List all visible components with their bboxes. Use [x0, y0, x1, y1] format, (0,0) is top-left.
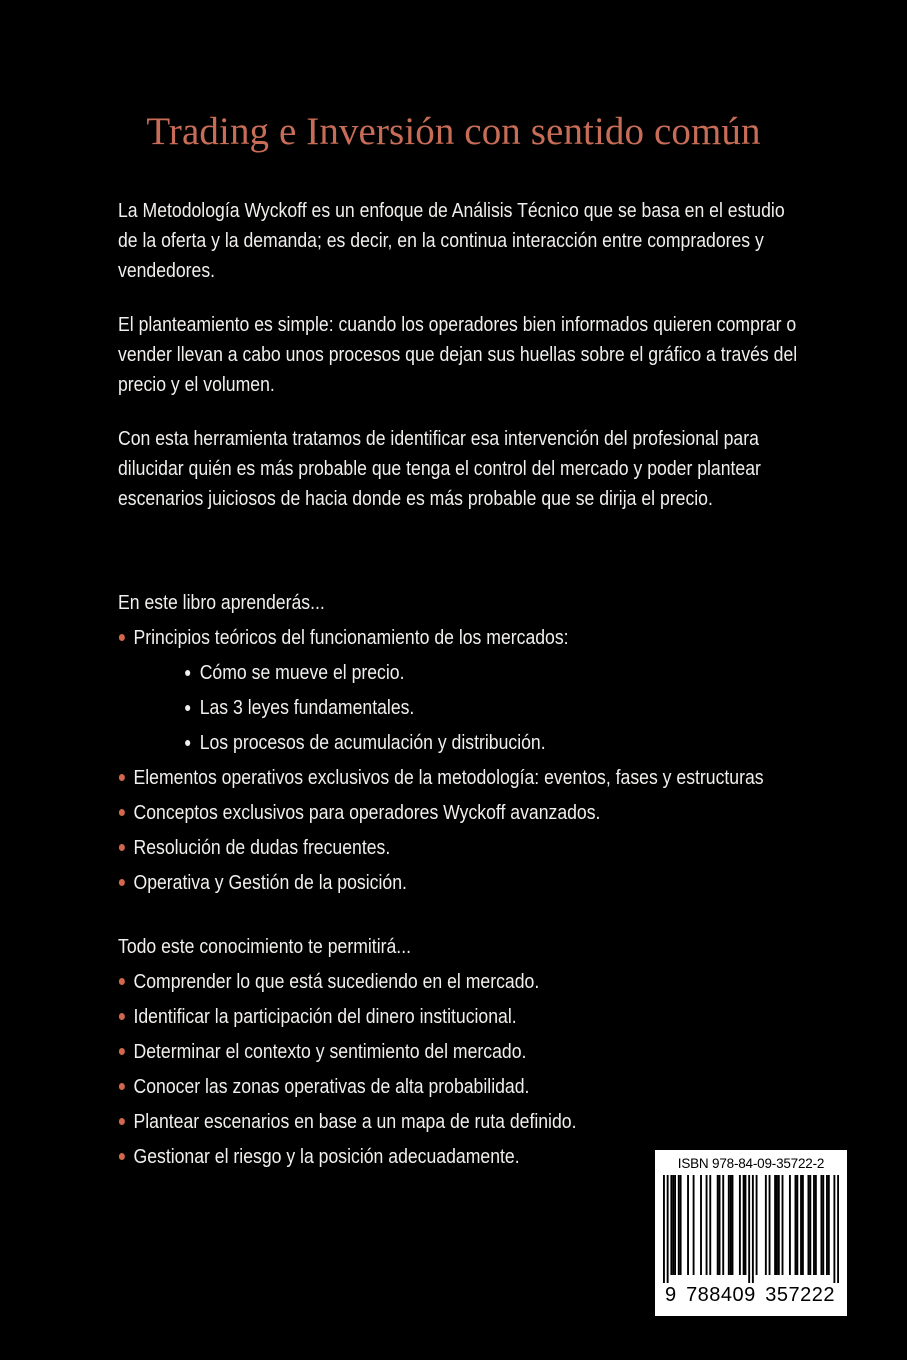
bullet-dot-icon	[119, 774, 125, 781]
sub-bullet-dot-icon	[185, 740, 190, 746]
list-item-label: Las 3 leyes fundamentales.	[199, 696, 415, 719]
enable-section-lead: Todo este conocimiento te permitirá...	[118, 935, 412, 958]
barcode-digits	[663, 1284, 839, 1306]
sub-bullet-dot-icon	[185, 670, 190, 676]
page-title: Trading e Inversión con sentido común	[146, 110, 761, 153]
list-item-label: Identificar la participación del dinero institucional.	[133, 1005, 517, 1028]
learn-bullet-list-continued	[118, 760, 797, 900]
paragraph-3: Con esta herramienta tratamos de identificar esa intervención del profesional para dilucidar quién es más probable que tenga el control del mercado y poder plantear escenarios juiciosos de hacia donde es más probable que se dirija el precio.	[118, 427, 761, 510]
learn-bullet-list	[118, 620, 797, 655]
list-item	[185, 725, 797, 760]
bullet-dot-icon	[119, 978, 125, 985]
sub-bullet-dot-icon	[185, 705, 190, 711]
enable-bullet-list	[118, 964, 797, 1174]
list-item-label: Conceptos exclusivos para operadores Wyckoff avanzados.	[133, 801, 601, 824]
list-item	[118, 1034, 797, 1069]
paragraph-1: La Metodología Wyckoff es un enfoque de Análisis Técnico que se basa en el estudio de la oferta y la demanda; es decir, en la continua interacción entre compradores y vendedores.	[118, 199, 785, 282]
bullet-dot-icon	[119, 844, 125, 851]
list-item-label: Los procesos de acumulación y distribución.	[199, 731, 546, 754]
enable-section	[118, 932, 797, 1174]
list-item	[185, 690, 797, 725]
list-item	[118, 1069, 797, 1104]
list-item-label: Resolución de dudas frecuentes.	[133, 836, 391, 859]
barcode-digit-group-2: 357222	[765, 1284, 835, 1306]
list-item	[118, 999, 797, 1034]
list-item-label: Determinar el contexto y sentimiento del mercado.	[133, 1040, 527, 1063]
bullet-dot-icon	[119, 1118, 125, 1125]
description-copy	[118, 196, 798, 514]
list-item-label: Conocer las zonas operativas de alta probabilidad.	[133, 1075, 530, 1098]
list-item-label: Cómo se mueve el precio.	[199, 661, 405, 684]
isbn-barcode	[655, 1150, 847, 1316]
list-item-label: Elementos operativos exclusivos de la metodología: eventos, fases y estructuras	[133, 766, 764, 789]
learn-section	[118, 588, 797, 900]
list-item	[118, 1104, 797, 1139]
learn-section-lead: En este libro aprenderás...	[118, 591, 325, 614]
bullet-dot-icon	[119, 809, 125, 816]
barcode-bars-icon	[663, 1175, 839, 1283]
list-item-label: Principios teóricos del funcionamiento de los mercados:	[133, 626, 569, 649]
list-item	[185, 655, 797, 690]
list-item-label: Operativa y Gestión de la posición.	[133, 871, 407, 894]
list-item	[118, 830, 797, 865]
list-item-label: Gestionar el riesgo y la posición adecuadamente.	[133, 1145, 520, 1168]
isbn-label: ISBN 978-84-09-35722-2	[677, 1156, 825, 1171]
bullet-dot-icon	[119, 1013, 125, 1020]
list-item	[118, 760, 797, 795]
bullet-dot-icon	[119, 1083, 125, 1090]
bullet-dot-icon	[119, 1153, 125, 1160]
list-item	[118, 795, 797, 830]
list-item-label: Comprender lo que está sucediendo en el mercado.	[133, 970, 540, 993]
list-item	[118, 865, 797, 900]
list-item	[118, 964, 797, 999]
paragraph-2: El planteamiento es simple: cuando los operadores bien informados quieren comprar o vender llevan a cabo unos procesos que dejan sus huellas sobre el gráfico a través del precio y el volumen.	[118, 313, 798, 396]
bullet-dot-icon	[119, 879, 125, 886]
list-item	[118, 620, 797, 655]
list-item-label: Plantear escenarios en base a un mapa de ruta definido.	[133, 1110, 577, 1133]
bullet-dot-icon	[119, 1048, 125, 1055]
learn-sub-bullet-list	[118, 655, 797, 760]
bullet-dot-icon	[119, 634, 125, 641]
barcode-digit-left: 9	[665, 1284, 677, 1306]
barcode-digit-group-1: 788409	[686, 1284, 756, 1306]
